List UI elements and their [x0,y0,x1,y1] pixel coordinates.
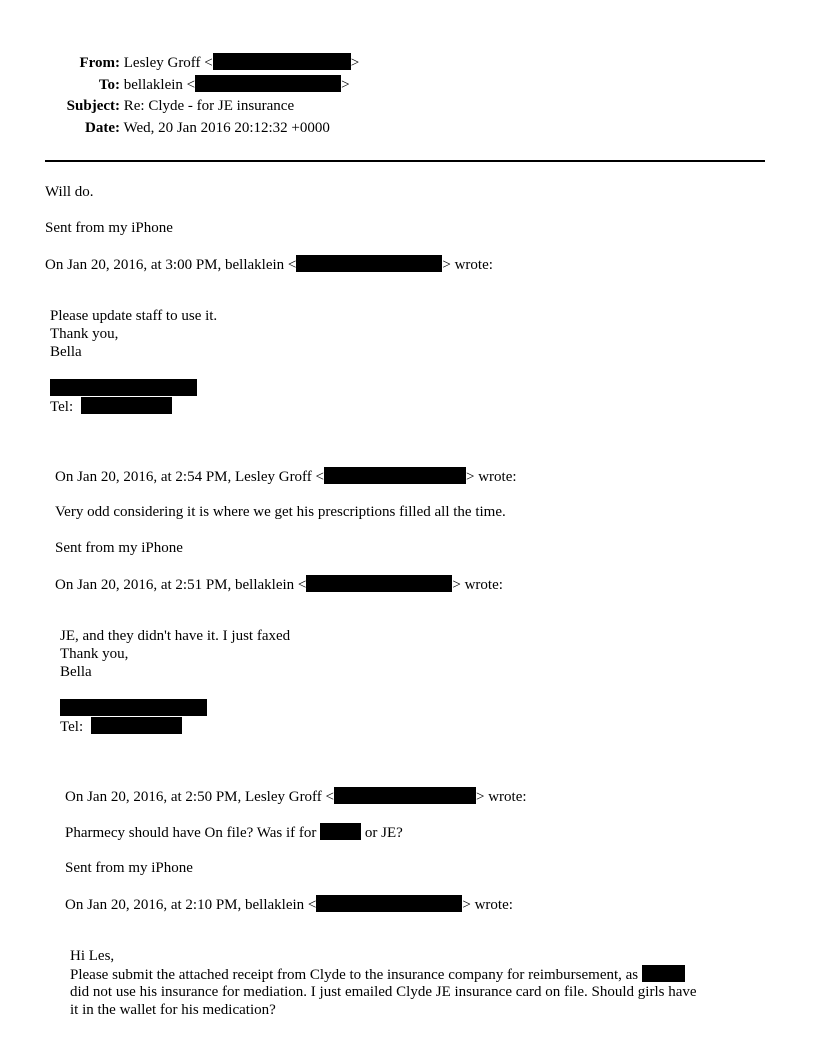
attribution-1 [45,255,493,274]
header-to-row [45,75,350,94]
from-name: Lesley Groff [123,55,201,71]
attribution-5-suffix: > wrote: [462,897,513,913]
quote-1-line-1: Please update staff to use it. [50,308,218,324]
attribution-2-text: On Jan 20, 2016, at 2:54 PM, Lesley Groff < [55,469,324,485]
from-label: From: [79,55,120,71]
quote-5-line-2-text: Please submit the attached receipt from Clyde to the insurance company for reimbursement, as [70,967,639,983]
attribution-2-suffix: > wrote: [466,469,517,485]
tel-label-3: Tel: [60,719,84,735]
attribution-3 [55,575,503,594]
redacted-email-3 [306,575,452,592]
attribution-3-suffix: > wrote: [452,577,503,593]
quote-5-line-2 [70,965,685,984]
redacted-email-1 [296,255,442,272]
redacted-signature-3 [60,699,207,716]
header-divider [45,160,765,162]
header-from-row [45,53,359,72]
subject-value: Re: Clyde - for JE insurance [123,98,295,114]
attribution-4-text: On Jan 20, 2016, at 2:50 PM, Lesley Groff < [65,789,334,805]
redacted-tel-3 [91,717,182,734]
from-lt: < [204,55,213,71]
sent-from-iphone-1: Sent from my iPhone [45,220,173,236]
redacted-to-email [195,75,341,92]
redacted-name-5 [642,965,685,982]
redacted-email-5 [316,895,462,912]
quote-5-line-3: did not use his insurance for mediation. I just emailed Clyde JE insurance card on file. Should girls have [70,984,697,1000]
quote-1-redacted-name [50,379,197,398]
attribution-4 [65,787,527,806]
redacted-from-email [213,53,351,70]
date-value: Wed, 20 Jan 2016 20:12:32 +0000 [123,120,330,136]
attribution-2 [55,467,517,486]
from-gt: > [350,55,360,71]
header-subject-row [45,97,294,115]
attribution-1-suffix: > wrote: [442,257,493,273]
reply-text: Will do. [45,184,94,200]
quote-3-line-3: Bella [60,664,92,680]
attribution-1-text: On Jan 20, 2016, at 3:00 PM, bellaklein < [45,257,297,273]
attribution-3-text: On Jan 20, 2016, at 2:51 PM, bellaklein < [55,577,307,593]
quote-5-line-1: Hi Les, [70,948,115,964]
quote-4-line-1 [65,823,403,842]
date-label: Date: [85,120,120,136]
redacted-email-4 [334,787,476,804]
header-date-row [45,119,330,137]
redacted-email-2 [324,467,466,484]
quote-1-line-2: Thank you, [50,326,119,342]
quote-4-text-a: Pharmecy should have On file? Was if for [65,825,317,841]
quote-5-line-4: it in the wallet for his medication? [70,1002,276,1018]
quote-3-line-2: Thank you, [60,646,129,662]
attribution-5-text: On Jan 20, 2016, at 2:10 PM, bellaklein < [65,897,317,913]
to-name: bellaklein [123,77,183,93]
quote-1-line-3: Bella [50,344,82,360]
quote-2-line-1: Very odd considering it is where we get his prescriptions filled all the time. [55,504,506,520]
redacted-tel-1 [81,397,172,414]
attribution-5 [65,895,513,914]
quote-4-text-b: or JE? [364,825,403,841]
attribution-4-suffix: > wrote: [476,789,527,805]
tel-label-1: Tel: [50,399,74,415]
quote-3-line-1: JE, and they didn't have it. I just faxed [60,628,291,644]
sent-from-iphone-2: Sent from my iPhone [55,540,183,556]
redacted-name-4 [320,823,361,840]
to-lt: < [186,77,196,93]
sent-from-iphone-3: Sent from my iPhone [65,860,193,876]
subject-label: Subject: [66,98,120,114]
to-label: To: [98,77,120,93]
redacted-signature-1 [50,379,197,396]
quote-3-tel-row [60,717,182,736]
to-gt: > [341,77,350,93]
quote-3-redacted-name [60,699,207,718]
quote-1-tel-row [50,397,172,416]
